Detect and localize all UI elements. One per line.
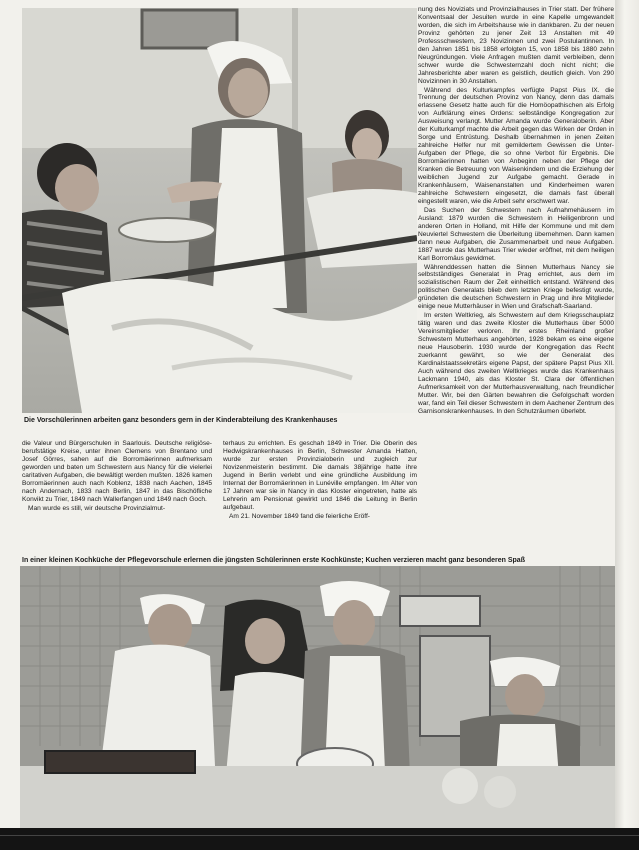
paragraph: Man wurde es still, wir deutsche Provinzialmut- [28, 504, 166, 512]
article-column-right [418, 6, 614, 546]
scan-bottom-border [0, 828, 639, 850]
page-edge-shadow [615, 0, 639, 850]
bottom-photo-caption: In einer kleinen Kochküche der Pflegevorschule erlernen die jüngsten Schülerinnen erste Kochkünste; Kuchen verzieren macht ganz besonderen Spaß [22, 557, 525, 564]
article-column-left [22, 440, 212, 550]
photo-illustration-icon [22, 8, 417, 413]
paragraph: nung des Noviziats und Provinzialhauses in Trier statt. Der frühere Konventsaal der Jesuiten wurde in eine Kapelle umgewandelt worden, die sich im Arbeitshause wie in dankbaren. Zu der neuen Provinz gehörten zu jener Zeit 13 Anstalten mit 49 Professschwestern, 23 Novizinnen und zwei Postulantinnen. In den Jahren 1851 bis 1858 erfolgten 15, von 1858 bis 1880 zehn Neugründungen. Viele Anfragen mußten damit verbleiben, denn schwer wurde die Schwesternzahl doch nicht nicht; die Jahresberichte aber waren es geistlich, deutlich gleich. Von 290 Novizinnen in 30 Anstalten. [418, 6, 614, 85]
paragraph: Währenddessen hatten die Sinnen Mutterhaus Nancy sie selbstständiges Generalat in Prag errichtet, aus dem im sozialistischen Raum der Zeit einheitlich entstand. Während des politischen Generalats blieb dem letzten Kriege befestigt wurde, gründeten die deutschen Schwestern in Prag und ihre Mitglieder einige neue Mutterhäuser in Wien und Grafschaft-Saarland. [418, 263, 614, 311]
paragraph: Am 21. November 1849 fand die feierliche Eröff- [229, 512, 370, 520]
paragraph: Das Suchen der Schwestern nach Aufnahmehäusern im Ausland: 1879 wurden die Schwestern in Heiligenbronn und anderen Orten in Holland, mit Hilfe der Kommune und mit dem Neuviertel Schwestern die Überleitung übernehmen. Dann kamen dann neue Aufgaben, die Zusammenarbeit und neue Aufgaben. 1887 wurde das Mutterhaus Trier wieder eröffnet, mit dem heiligen Karl Borromäus gewidmet. [418, 206, 614, 262]
paragraph: terhaus zu errichten. Es geschah 1849 in Trier. Die Oberin des Hedwigskrankenhauses in Berlin, Schwester Amanda Hatten, wurde zur ersten Provinzialoberin und zugleich zur Novizenmeisterin bestimmt. Die damals 38jährige hatte ihre Jugend in Berlin verlebt und eine gründliche Ausbildung im Internat der Borromäerinnen in Lunéville empfangen. Im Alter von 17 Jahren war sie in Nancy in das Kloster eingetreten, hatte als Lehrerin am Pensionat gewirkt und 1846 die Leitung in Berlin aufgebaut. [223, 440, 417, 511]
photo-illustration-icon [20, 566, 620, 828]
paragraph: Im ersten Weltkrieg, als Schwestern auf dem Kriegsschauplatz tätig waren und das zweite Kloster die Mutterhaus über 5000 Vereinsmitglieder verloren. Ihr erstes Rheinland großer Schwestern Mutterhaus angehörten, 1928 bekam es eine eigene neue Hausoberin. 1930 wurde der Kongregation das Recht zuerkannt gewährt, so wie der Generalat des Kardinalstaatssekretärs eigene Papst, der spätere Papst Pius XII. Auch während des zweiten Weltkrieges wurde das Krankenhaus Lackmann 1940, als das Kloster St. Clara der öffentlichen Aufmerksamkeit von der Mutterhausverwaltung, nach freundlicher Mutter. Wir, bei den Gärten bewahren die Gefolgschaft worden war, fand ein Teil dieser Schwestern in dem Aachener Zentrum des Garnisonskrankenhauses. In den Schutzräumen überlebt. [418, 312, 614, 415]
top-photo-caption: Die Vorschülerinnen arbeiten ganz besonders gern in der Kinderabteilung des Krankenhauses [24, 417, 338, 424]
childrens-ward-photo [22, 8, 417, 413]
paragraph: Während des Kulturkampfes verfügte Papst Pius IX. die Trennung der deutschen Provinz von Nancy, denn das damals erlassene Gesetz hatte auch für die Homöopathischen als Erfolg von Aufklärung eines Ordens: selbständige Kongregation zur Ausweisung verlangt. Mutter Amanda wurde Generaloberin. Aber der Kulturkampf machte die Arbeit gegen das Wirken der Orden in Sorge und Entrüstung. Deshalb übernahmen in jenen Zeiten zahlreiche Helfer nur mit gemildertem Gewissen die Unter-Aufgaben der Pflege, die so ohne Verbot für Ergebnis. Die Borromäerinnen hatten von Anbeginn neben der Pflege der Kranken die Betreuung von Waisenkindern und die Erziehung der weiblichen Jugend zur Aufgabe gemacht. Gerade in Krankenhäusern, Waisenanstalten und Kinderheimen waren zahlreiche Schwestern eingesetzt, die damals fast überall eingestellt waren, wie die Arbeit sehr erschwert war. [418, 86, 614, 205]
kitchen-photo [20, 566, 620, 828]
article-column-middle [223, 440, 417, 550]
paragraph: die Valeur und Bürgerschulen in Saarlouis. Deutsche religiöse-berufstätige Kreise, unter ihnen Clemens von Brentano und Josef Görres, sahen auf die Borromäerinnen aufmerksam geworden und baten um Schwestern aus Nancy für die vielerlei caritativen Aufgaben, die bewältigt werden mußten. 1826 kamen Borromäerinnen auch nach Koblenz, 1838 nach Aachen, 1845 nach Andernach, 1833 nach Berlin, 1847 in das Bischöfliche Konvikt zu Trier, 1849 nach Wallerfangen und 1849 nach Goch. [22, 440, 212, 503]
